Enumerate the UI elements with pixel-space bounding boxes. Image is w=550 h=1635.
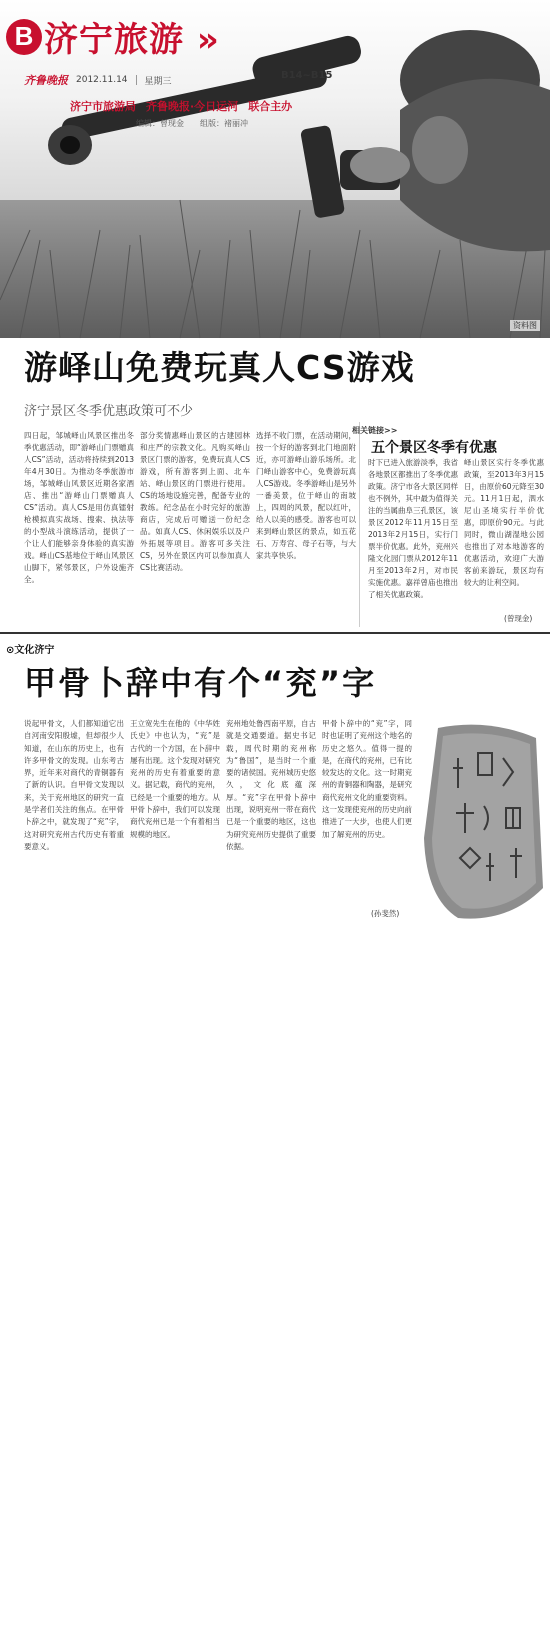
culture-headline: 甲骨卜辞中有个“兖”字 xyxy=(24,664,377,702)
culture-section-tag: ⊙文化济宁 xyxy=(6,645,55,656)
organizer-1: 济宁市旅游局 xyxy=(70,100,136,113)
sidebar-column-2: 峄山景区实行冬季优惠政策，至2013年3月15日，由原价60元降至30元。11月1日起，泗水尼山圣境实行半价优惠，即原价90元。与此同时，微山湖湿地公园也推出了对本地游客的优惠活动，欢迎广大游客前来游玩，景区均有较大的让利空间。 xyxy=(464,458,544,587)
culture-byline: (孙斐然) xyxy=(371,909,400,918)
section-divider xyxy=(0,632,550,634)
organizer-3: 联合主办 xyxy=(248,100,293,113)
editor-credits xyxy=(136,118,248,129)
oracle-bone-photo xyxy=(418,718,548,1634)
culture-column-3: 兖州地处鲁西南平原，自古就是交通要道。据史书记载，周代时期的兖州称为“鲁国”，是当时一个重要的诸侯国。兖州城历史悠久，文化底蕴深厚。“兖”字在甲骨卜辞中出现，说明兖州一带在商代已是一个重要的地区，这也为研究兖州历史提供了重要依据。 xyxy=(226,719,316,851)
designer: 组版：褚丽冲 xyxy=(200,119,248,128)
editor: 编辑：曾现金 xyxy=(136,119,184,128)
culture-column-2: 王立宽先生在他的《中华姓氏史》中也认为，“兖”是古代的一个方国，在卜辞中屡有出现。这个发现对研究兖州的历史有着重要的意义。据记载，商代的兖州，已经是一个重要的地方。从甲骨卜辞中，我们可以发现商代兖州已是一个有着相当规模的地区。 xyxy=(130,719,220,839)
issue-weekday: 星期三 xyxy=(144,76,172,87)
photo-credit: 资料图 xyxy=(510,320,540,331)
main-article-column-3: 选择不收门票，在活动期间，按一个好的游客到北门地面附近，亦可游峄山游乐场所。北门峄山游客中心，免费游玩真人CS游戏。冬季游峄山是另外一番美景，位于峄山的南坡上，四周的风景，配以红叶，给人以美的感受。游客也可以来到峄山景区的景点，如五花石、万寿宫、母子石等，与大家共享快乐。 xyxy=(256,431,356,560)
issue-date: 2012.11.14 xyxy=(76,75,128,85)
main-headline: 游峄山免费玩真人CS游戏 xyxy=(24,348,415,387)
main-article-column-2: 部分奖情惠峄山景区的古建园林和庄严的宗教文化。凡购买峄山景区门票的游客，免费玩真人CS游戏，所有游客到上面、北车站、峄山景区的门票进行使用。CS的场地设施完善，配备专业的教练。纪念品在小时完好的旅游商店，完成后可赠送一份纪念品。如真人CS、休闲娱乐以及户外拓展等项目。游客可多关注CS，另外在景区内可以参加真人CS比赛活动。 xyxy=(140,431,250,572)
brand-letter-badge: B xyxy=(6,19,42,55)
organizer-2: 齐鲁晚报·今日运河 xyxy=(146,100,239,113)
oracle-bone-photo-credit: 资料图 xyxy=(516,1625,540,1634)
divider xyxy=(136,75,137,85)
sidebar-divider xyxy=(359,422,360,627)
culture-column-4: 甲骨卜辞中的“兖”字，同时也证明了兖州这个地名的历史之悠久。值得一提的是，在商代的兖州，已有比较发达的文化。这一时期兖州的青铜器和陶器，是研究商代兖州文化的重要资料。这一发现使兖州的历史向前推进了一大步，也使人们更加了解兖州的历史。 xyxy=(322,719,412,839)
sidebar-tag: 相关链接>> xyxy=(352,426,398,435)
sidebar-title: 五个景区冬季有优惠 xyxy=(371,440,497,456)
section-title: 济宁旅游 » xyxy=(44,20,220,60)
section-brand xyxy=(6,12,220,61)
main-subhead: 济宁景区冬季优惠政策可不少 xyxy=(24,404,194,419)
organizers xyxy=(70,98,292,114)
culture-column-1: 说起甲骨文，人们都知道它出自河南安阳殷墟，但却很少人知道，在山东的历史上，也有许多甲骨文的发现。山东考古界，近年来对商代的青铜器有了新的认识。自甲骨文发现以来，关于兖州地区的研究一直是学者们关注的焦点。在甲骨卜辞之中，就发现了“兖”字，这对研究兖州古代历史有着重要意义。 xyxy=(24,719,124,851)
main-article-column-1: 四日起，邹城峄山风景区推出冬季优惠活动，即“游峄山门票赠真人CS”活动，活动将持续到2013年4月30日。为推动冬季旅游市场，邹城峄山风景区近期各家酒店、推出“游峄山门票赠真人CS”活动。真人CS是用仿真镭射枪模拟真实战场、搜索、执法等的小型战斗演练活动，提供了一个让人们能够亲身体验的真实游戏。峄山CS基地位于峄山风景区山脚下，紧邻景区，户外设施齐全。 xyxy=(24,431,134,584)
paper-name: 齐鲁晚报 xyxy=(24,74,68,87)
dateline xyxy=(24,72,172,88)
sidebar-byline: (曾现金) xyxy=(504,614,533,623)
page-range: B14~B15 xyxy=(281,70,333,81)
sidebar-column-1: 时下已进入旅游淡季，我省各地景区都推出了冬季优惠政策。济宁市各大景区同样也不例外，其中最为值得关注的当属曲阜三孔景区，该景区2012年11月15日至2013年2月15日，实行门票半价优惠。此外，兖州兴隆文化园门票从2012年11月至2013年2月，对市民实施优惠。嘉祥曾庙也推出了相关优惠政策。 xyxy=(368,458,458,599)
